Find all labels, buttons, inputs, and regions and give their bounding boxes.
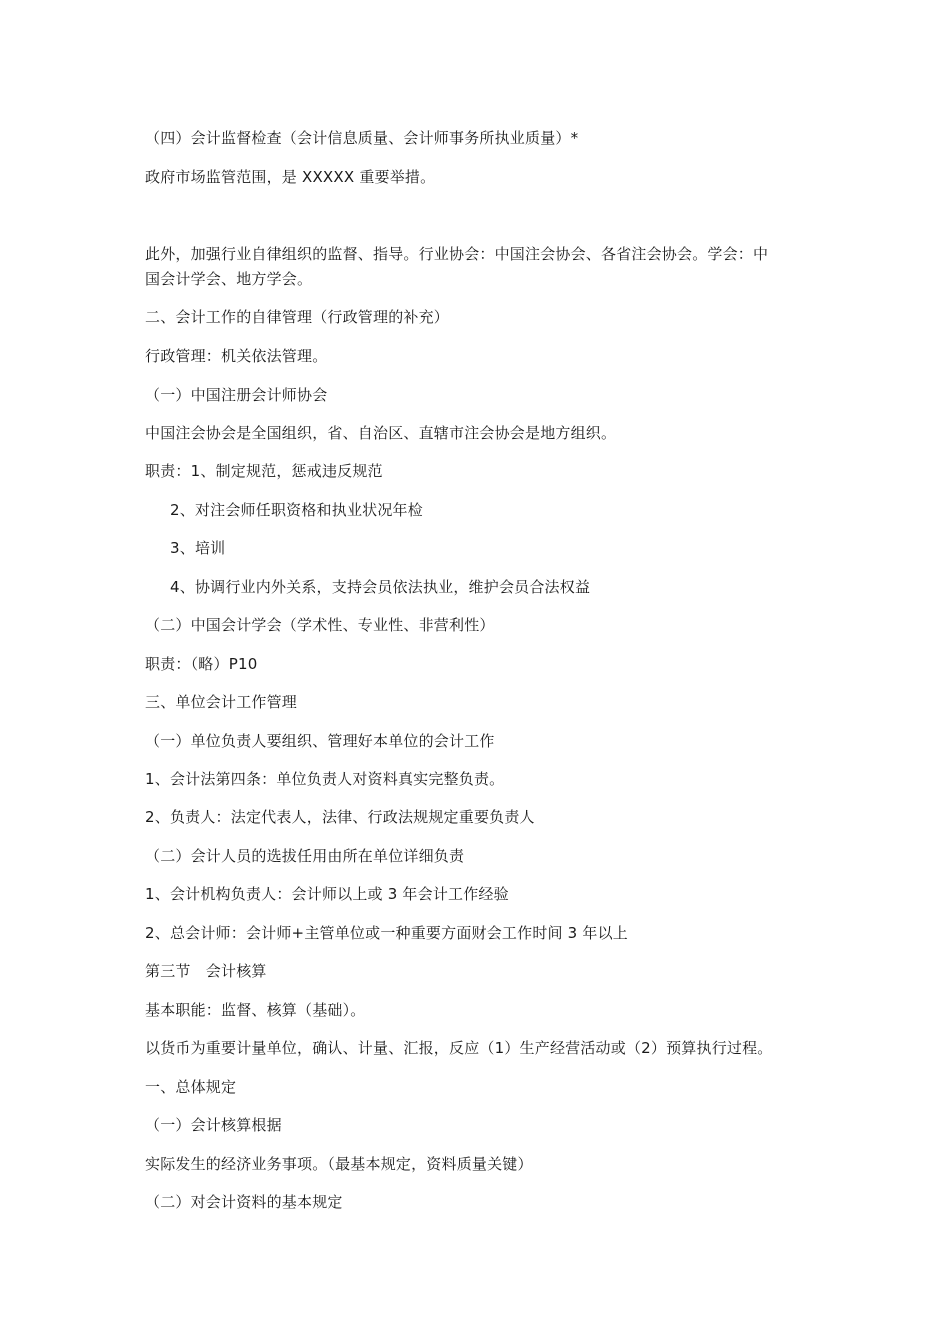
list-item: 3、培训 xyxy=(170,539,226,557)
text-line: 实际发生的经济业务事项。（最基本规定，资料质量关键） xyxy=(145,1155,533,1173)
subsection-heading: （一）会计核算根据 xyxy=(145,1116,282,1134)
text-line: 以货币为重要计量单位，确认、计量、汇报，反应（1）生产经营活动或（2）预算执行过程。 xyxy=(145,1039,773,1057)
text-line: 国会计学会、地方学会。 xyxy=(145,270,313,288)
subsection-heading: （二）会计人员的选拔任用由所在单位详细负责 xyxy=(145,847,465,865)
list-item: 2、对注会师任职资格和执业状况年检 xyxy=(170,501,423,519)
text-line: 政府市场监管范围，是 XXXXX 重要举措。 xyxy=(145,168,436,186)
text-line: （四）会计监督检查（会计信息质量、会计师事务所执业质量）* xyxy=(145,129,579,147)
chapter-heading: 第三节 会计核算 xyxy=(145,962,267,980)
section-heading: 三、单位会计工作管理 xyxy=(145,693,298,711)
section-heading: 一、总体规定 xyxy=(145,1078,237,1096)
subsection-heading: （二）中国会计学会（学术性、专业性、非营利性） xyxy=(145,616,495,634)
text-line: 职责：1、制定规范，惩戒违反规范 xyxy=(145,462,383,480)
text-line: 基本职能：监督、核算（基础）。 xyxy=(145,1001,366,1019)
text-line: 1、会计机构负责人：会计师以上或 3 年会计工作经验 xyxy=(145,885,509,903)
text-line: 2、负责人：法定代表人，法律、行政法规规定重要负责人 xyxy=(145,808,535,826)
text-line: 此外，加强行业自律组织的监督、指导。行业协会：中国注会协会、各省注会协会。学会：中 xyxy=(145,245,769,263)
subsection-heading: （一）单位负责人要组织、管理好本单位的会计工作 xyxy=(145,732,495,750)
list-item: 4、协调行业内外关系，支持会员依法执业，维护会员合法权益 xyxy=(170,578,591,596)
text-line: 2、总会计师：会计师+主管单位或一种重要方面财会工作时间 3 年以上 xyxy=(145,924,628,942)
section-heading: 二、会计工作的自律管理（行政管理的补充） xyxy=(145,308,450,326)
text-line: 中国注会协会是全国组织，省、自治区、直辖市注会协会是地方组织。 xyxy=(145,424,617,442)
text-line: 职责：（略）P10 xyxy=(145,655,258,673)
subsection-heading: （二）对会计资料的基本规定 xyxy=(145,1193,343,1211)
text-line: 行政管理：机关依法管理。 xyxy=(145,347,328,365)
subsection-heading: （一）中国注册会计师协会 xyxy=(145,386,328,404)
text-line: 1、会计法第四条：单位负责人对资料真实完整负责。 xyxy=(145,770,505,788)
